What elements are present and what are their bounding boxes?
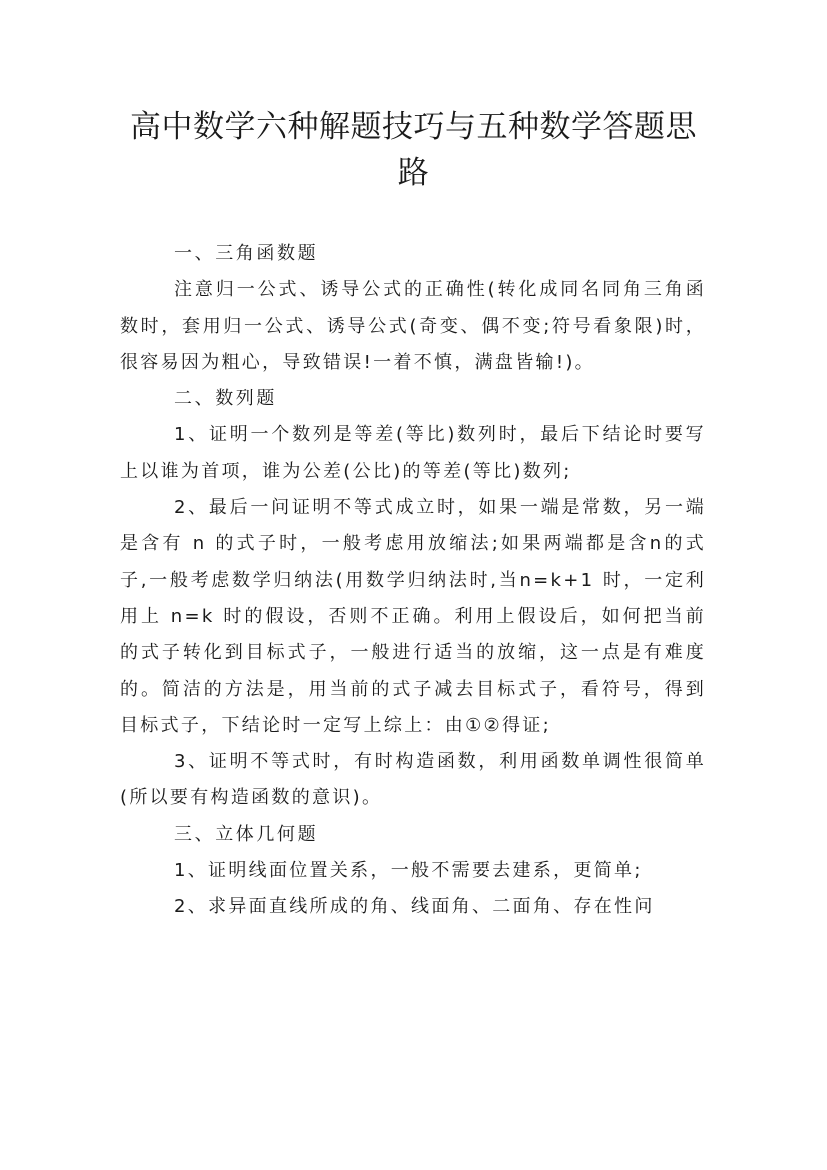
paragraph-sequence-2: 2、最后一问证明不等式成立时，如果一端是常数，另一端是含有 n 的式子时，一般考虑用放缩法;如果两端都是含n的式子,一般考虑数学归纳法(用数学归纳法时,当n=k+1 时，一定利用上 n=k 时的假设，否则不正确。利用上假设后，如何把当前的式子转化到目标式子，一般进行适当的放缩，这一点是有难度的。简洁的方法是，用当前的式子减去目标式子，看符号，得到目标式子，下结论时一定写上综上：由①②得证; bbox=[120, 497, 706, 736]
section-heading-trig: 一、三角函数题 bbox=[174, 243, 319, 264]
section-heading-geometry: 三、立体几何题 bbox=[174, 823, 319, 845]
section-heading-sequence: 二、数列题 bbox=[174, 388, 277, 410]
paragraph-sequence-3: 3、证明不等式时，有时构造函数，利用函数单调性很简单(所以要有构造函数的意识)。 bbox=[120, 751, 706, 809]
document-body bbox=[120, 236, 706, 926]
paragraph-sequence-1: 1、证明一个数列是等差(等比)数列时，最后下结论时要写上以谁为首项，谁为公差(公比)的等差(等比)数列; bbox=[120, 424, 706, 482]
document-title: 高中数学六种解题技巧与五种数学答题思路 bbox=[130, 109, 697, 191]
paragraph-geometry-1: 1、证明线面位置关系，一般不需要去建系，更简单; bbox=[174, 860, 643, 882]
paragraph-trig-note: 注意归一公式、诱导公式的正确性(转化成同名同角三角函数时，套用归一公式、诱导公式(奇变、偶不变;符号看象限)时，很容易因为粗心，导致错误!一着不慎，满盘皆输!)。 bbox=[120, 279, 706, 373]
paragraph-geometry-2: 2、求异面直线所成的角、线面角、二面角、存在性问 bbox=[174, 896, 655, 918]
